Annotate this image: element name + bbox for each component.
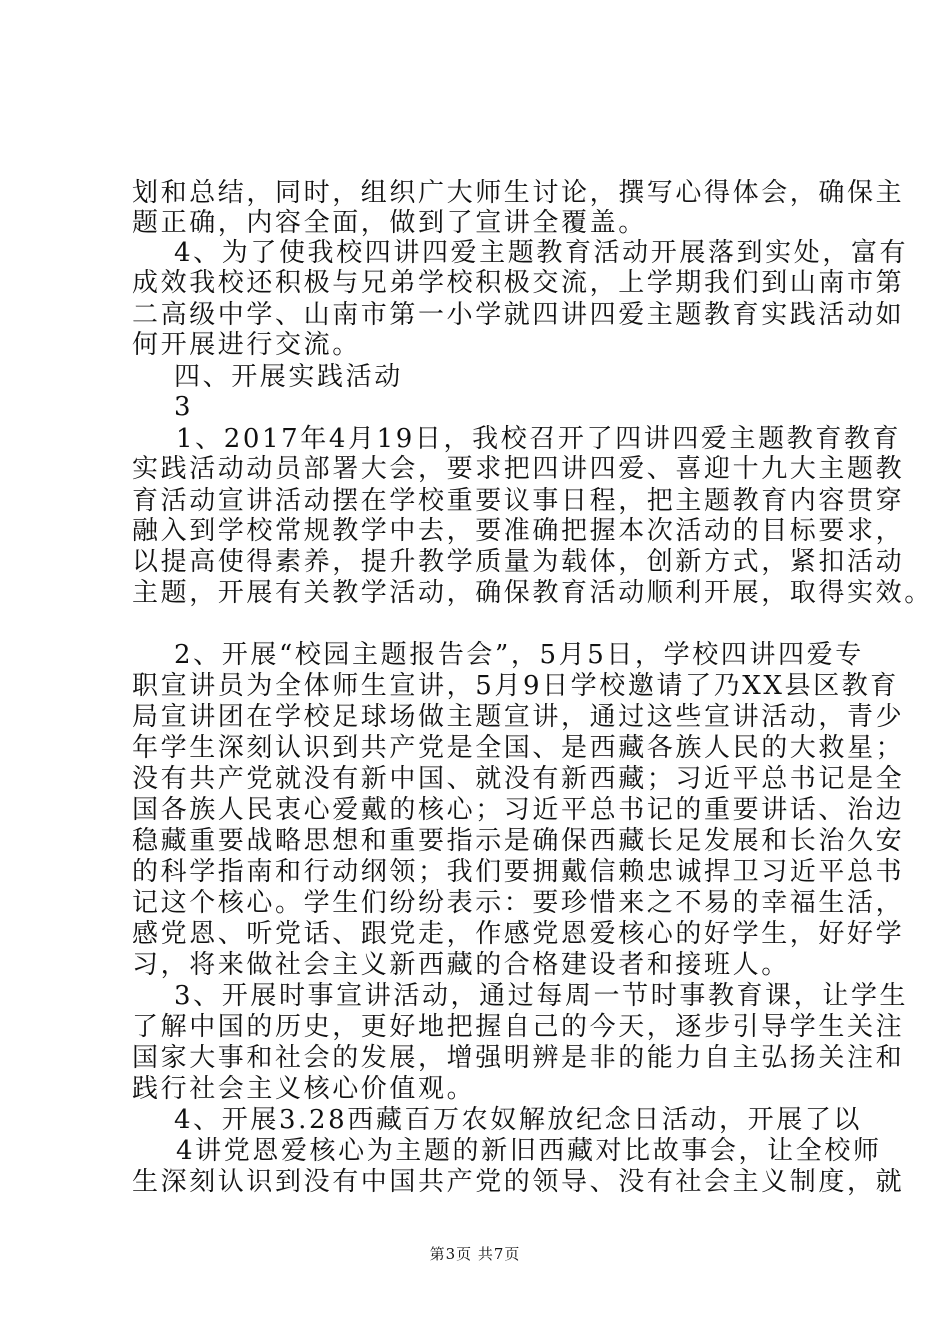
paragraph-line: 感党恩、听党话、跟党走，作感党恩爱核心的好学生，好好学 xyxy=(132,919,905,949)
paragraph-line: 职宣讲员为全体师生宣讲，5月9日学校邀请了乃XX县区教育 xyxy=(132,671,899,701)
paragraph-line: 习，将来做社会主义新西藏的合格建设者和接班人。 xyxy=(132,950,790,980)
paragraph-line: 3、开展时事宣讲活动，通过每周一节时事教育课，让学生 xyxy=(174,981,909,1011)
paragraph-line: 4、为了使我校四讲四爱主题教育活动开展落到实处，富有 xyxy=(174,238,909,268)
paragraph-line: 主题，开展有关教学活动，确保教育活动顺利开展，取得实效。 xyxy=(132,578,933,608)
paragraph-line: 4讲党恩爱核心为主题的新旧西藏对比故事会，让全校师 xyxy=(176,1136,882,1166)
paragraph-line: 划和总结，同时，组织广大师生讨论，撰写心得体会，确保主 xyxy=(132,178,905,208)
paragraph-line: 成效我校还积极与兄弟学校积极交流，上学期我们到山南市第 xyxy=(132,268,905,298)
paragraph-line: 生深刻认识到没有中国共产党的领导、没有社会主义制度，就 xyxy=(132,1167,905,1197)
paragraph-line: 的科学指南和行动纲领；我们要拥戴信赖忠诚捍卫习近平总书 xyxy=(132,857,905,887)
paragraph-line: 融入到学校常规教学中去，要准确把握本次活动的目标要求， xyxy=(132,516,905,546)
paragraph-line: 没有共产党就没有新中国、就没有新西藏；习近平总书记是全 xyxy=(132,764,905,794)
paragraph-line: 育活动宣讲活动摆在学校重要议事日程，把主题教育内容贯穿 xyxy=(132,486,905,516)
paragraph-line: 年学生深刻认识到共产党是全国、是西藏各族人民的大救星； xyxy=(132,733,905,763)
paragraph-line: 国各族人民衷心爱戴的核心；习近平总书记的重要讲话、治边 xyxy=(132,795,905,825)
paragraph-line: 4、开展3.28西藏百万农奴解放纪念日活动，开展了以 xyxy=(174,1105,863,1135)
paragraph-line: 二高级中学、山南市第一小学就四讲四爱主题教育实践活动如 xyxy=(132,300,905,330)
paragraph-line: 国家大事和社会的发展，增强明辨是非的能力自主弘扬关注和 xyxy=(132,1043,905,1073)
paragraph-line: 了解中国的历史，更好地把握自己的今天，逐步引导学生关注 xyxy=(132,1012,905,1042)
paragraph-line: 记这个核心。学生们纷纷表示：要珍惜来之不易的幸福生活， xyxy=(132,888,905,918)
section-heading: 四、开展实践活动 xyxy=(174,362,403,392)
page-footer: 第3页 共7页 xyxy=(429,1245,521,1263)
paragraph-line: 以提高使得素养，提升教学质量为载体，创新方式，紧扣活动 xyxy=(132,547,905,577)
paragraph-line: 实践活动动员部署大会，要求把四讲四爱、喜迎十九大主题教 xyxy=(132,454,905,484)
paragraph-line: 2、开展“校园主题报告会”，5月5日，学校四讲四爱专 xyxy=(174,640,864,670)
paragraph-line: 稳藏重要战略思想和重要指示是确保西藏长足发展和长治久安 xyxy=(132,826,905,856)
paragraph-line: 何开展进行交流。 xyxy=(132,330,361,360)
paragraph-line: 践行社会主义核心价值观。 xyxy=(132,1074,476,1104)
page-number-marker: 3 xyxy=(174,392,194,422)
paragraph-line: 1、2017年4月19日，我校召开了四讲四爱主题教育教育 xyxy=(176,424,902,454)
paragraph-line: 局宣讲团在学校足球场做主题宣讲，通过这些宣讲活动，青少 xyxy=(132,702,905,732)
paragraph-line: 题正确，内容全面，做到了宣讲全覆盖。 xyxy=(132,208,647,238)
